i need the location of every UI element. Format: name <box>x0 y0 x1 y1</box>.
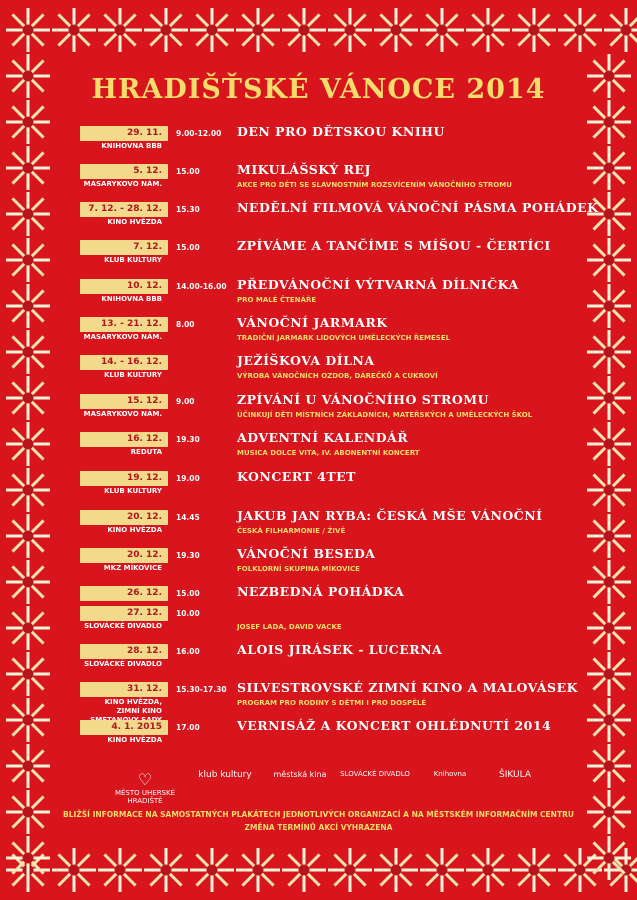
straw-star-ornament <box>587 698 631 742</box>
straw-star-ornament <box>587 146 631 190</box>
straw-star-ornament <box>587 468 631 512</box>
event-date: 26. 12. <box>80 586 168 601</box>
event-time: 15.00 <box>176 243 200 252</box>
straw-star-ornament <box>144 848 188 892</box>
straw-star-ornament <box>420 8 464 52</box>
straw-star-ornament <box>52 8 96 52</box>
straw-star-ornament <box>374 8 418 52</box>
event-subtitle: ČESKÁ FILHARMONIE / ŽIVĚ <box>237 527 346 535</box>
straw-star-ornament <box>6 560 50 604</box>
straw-star-ornament <box>587 284 631 328</box>
straw-star-ornament <box>6 514 50 558</box>
straw-star-ornament <box>52 848 96 892</box>
event-name: ADVENTNÍ KALENDÁŘ <box>237 430 409 445</box>
event-date: 4. 1. 2015 <box>80 720 168 735</box>
event-name: SILVESTROVSKÉ ZIMNÍ KINO A MALOVÁSEK <box>237 680 578 695</box>
event-time: 14.45 <box>176 513 200 522</box>
logo-slovacke-divadlo: SLOVÁCKÉ DIVADLO <box>340 770 410 778</box>
event-venue: SLOVÁCKÉ DIVADLO <box>84 660 162 668</box>
event-time: 9.00 <box>176 397 195 406</box>
event-row <box>80 394 580 430</box>
event-subtitle: AKCE PRO DĚTI SE SLAVNOSTNÍM ROZSVÍCENÍM VÁNOČNÍHO STROMU <box>237 181 512 189</box>
event-row <box>80 432 580 468</box>
event-date: 28. 12. <box>80 644 168 659</box>
event-time: 16.00 <box>176 647 200 656</box>
straw-star-ornament <box>6 376 50 420</box>
event-venue: KNIHOVNA BBB <box>101 142 162 150</box>
straw-star-ornament <box>6 652 50 696</box>
event-time: 9.00-12.00 <box>176 129 222 138</box>
straw-star-ornament <box>236 848 280 892</box>
event-subtitle: ÚČINKUJÍ DĚTI MÍSTNÍCH ZÁKLADNÍCH, MATEŘSKÝCH A UMĚLECKÝCH ŠKOL <box>237 411 533 419</box>
event-name: JEŽÍŠKOVA DÍLNA <box>237 353 375 368</box>
event-row <box>80 682 580 718</box>
event-row <box>80 548 580 584</box>
event-subtitle: JOSEF LADA, DAVID VACKE <box>237 623 342 631</box>
event-time: 15.00 <box>176 167 200 176</box>
straw-star-ornament <box>512 848 556 892</box>
event-venue: MASARYKOVO NÁM. <box>83 410 162 418</box>
event-subtitle: PRO MALÉ ČTENÁŘE <box>237 296 317 304</box>
straw-star-ornament <box>587 330 631 374</box>
event-venue: KINO HVĚZDA <box>107 736 162 744</box>
event-name: ZPÍVÁME A TANČÍME S MÍŠOU - ČERTÍCI <box>237 238 551 253</box>
logo-klub-kultury: klub kultury <box>198 770 252 780</box>
event-row <box>80 317 580 353</box>
straw-star-ornament <box>587 744 631 788</box>
straw-star-ornament <box>6 422 50 466</box>
event-venue: SLOVÁCKÉ DIVADLO <box>84 622 162 630</box>
event-time: 19.30 <box>176 435 200 444</box>
event-row <box>80 510 580 546</box>
event-row <box>80 200 599 238</box>
event-subtitle: PROGRAM PRO RODINY S DĚTMI I PRO DOSPĚLÉ <box>237 699 427 707</box>
event-name: ZPÍVÁNÍ U VÁNOČNÍHO STROMU <box>237 392 490 407</box>
event-name: KONCERT 4TET <box>237 469 356 484</box>
logo-city-text: MĚSTO UHERSKÉ HRADIŠTĚ <box>114 789 176 805</box>
straw-star-ornament <box>558 8 602 52</box>
straw-star-ornament <box>144 8 188 52</box>
straw-star-ornament <box>190 848 234 892</box>
event-time: 10.00 <box>176 609 200 618</box>
event-date: 5. 12. <box>80 164 168 179</box>
event-date: 10. 12. <box>80 279 168 294</box>
event-venue: KNIHOVNA BBB <box>101 295 162 303</box>
event-venue: MKZ MÍKOVICE <box>103 564 162 572</box>
event-row <box>80 126 580 162</box>
event-date: 19. 12. <box>80 471 168 486</box>
event-row <box>80 720 580 756</box>
event-row <box>80 164 580 200</box>
event-name: MIKULÁŠSKÝ REJ <box>237 162 371 177</box>
straw-star-ornament <box>374 848 418 892</box>
straw-star-ornament <box>282 848 326 892</box>
event-name: DEN PRO DĚTSKOU KNIHU <box>237 124 445 139</box>
event-time: 15.30-17.30 <box>176 685 227 694</box>
straw-star-ornament <box>466 8 510 52</box>
event-name: VÁNOČNÍ JARMARK <box>237 315 388 330</box>
event-time: 17.00 <box>176 723 200 732</box>
straw-star-ornament <box>98 8 142 52</box>
straw-star-ornament <box>6 8 50 52</box>
straw-star-ornament <box>6 330 50 374</box>
poster-title: HRADIŠŤSKÉ VÁNOCE 2014 <box>91 74 546 105</box>
straw-star-ornament <box>587 560 631 604</box>
event-venue: MASARYKOVO NÁM. <box>83 333 162 341</box>
straw-star-ornament <box>328 8 372 52</box>
event-row <box>80 644 580 680</box>
event-time: 19.00 <box>176 474 200 483</box>
event-name: VERNISÁŽ A KONCERT OHLÉDNUTÍ 2014 <box>237 718 552 733</box>
event-row <box>80 355 580 391</box>
event-date: 20. 12. <box>80 510 168 525</box>
footer-note: ZMĚNA TERMÍNŮ AKCÍ VYHRAZENA <box>244 823 393 832</box>
logo-city: ♡ MĚSTO UHERSKÉ HRADIŠTĚ <box>110 770 180 805</box>
straw-star-ornament <box>282 8 326 52</box>
straw-star-ornament <box>236 8 280 52</box>
event-time: 15.30 <box>176 205 200 214</box>
event-name: NEZBEDNÁ POHÁDKA <box>237 584 405 599</box>
event-venue: KINO HVĚZDA <box>107 218 162 226</box>
event-subtitle: TRADIČNÍ JARMARK LIDOVÝCH UMĚLECKÝCH ŘEMESEL <box>237 334 451 342</box>
event-date: 13. - 21. 12. <box>80 317 168 332</box>
straw-star-ornament <box>6 606 50 650</box>
event-row <box>80 279 580 315</box>
logo-mestska-kina: městská kina <box>273 770 327 779</box>
straw-star-ornament <box>6 744 50 788</box>
event-venue: KLUB KULTURY <box>104 487 162 495</box>
event-subtitle: VÝROBA VÁNOČNÍCH OZDOB, DÁREČKŮ A CUKROVÍ <box>237 372 438 380</box>
event-name: ALOIS JIRÁSEK - LUCERNA <box>237 642 443 657</box>
event-date: 31. 12. <box>80 682 168 697</box>
event-venue: KLUB KULTURY <box>104 371 162 379</box>
event-venue: KLUB KULTURY <box>104 256 162 264</box>
straw-star-ornament <box>6 284 50 328</box>
straw-star-ornament <box>6 192 50 236</box>
straw-star-ornament <box>6 238 50 282</box>
event-subtitle: MUSICA DOLCE VITA, IV. ABONENTNÍ KONCERT <box>237 449 420 457</box>
event-time: 14.00-16.00 <box>176 282 227 291</box>
event-date: 14. - 16. 12. <box>80 355 168 370</box>
event-name: JAKUB JAN RYBA: ČESKÁ MŠE VÁNOČNÍ <box>237 508 543 523</box>
event-time: 8.00 <box>176 320 195 329</box>
straw-star-ornament <box>6 146 50 190</box>
straw-star-ornament <box>587 652 631 696</box>
straw-star-ornament <box>604 8 637 52</box>
straw-star-ornament <box>6 100 50 144</box>
event-venue: REDUTA <box>130 448 162 456</box>
event-row <box>80 240 580 276</box>
straw-star-ornament <box>587 836 631 880</box>
straw-star-ornament <box>6 468 50 512</box>
event-time: 15.00 <box>176 589 200 598</box>
event-name: VÁNOČNÍ BESEDA <box>237 546 376 561</box>
logo-knihovna: Knihovna <box>433 770 467 778</box>
event-date: 15. 12. <box>80 394 168 409</box>
event-time: 19.30 <box>176 551 200 560</box>
straw-star-ornament <box>466 848 510 892</box>
footer-info: BLIŽŠÍ INFORMACE NA SAMOSTATNÝCH PLAKÁTECH JEDNOTLIVÝCH ORGANIZACÍ A NA MĚSTSKÉM INFORMAČNÍM CENTRU <box>63 810 574 819</box>
straw-star-ornament <box>328 848 372 892</box>
event-venue: KINO HVĚZDA, ZIMNÍ KINO <box>104 698 162 715</box>
straw-star-ornament <box>98 848 142 892</box>
event-name: NEDĚLNÍ FILMOVÁ VÁNOČNÍ PÁSMA POHÁDEK <box>237 200 599 215</box>
logo-sikula: ŠIKULA <box>499 770 531 780</box>
straw-star-ornament <box>190 8 234 52</box>
straw-star-ornament <box>587 376 631 420</box>
straw-star-ornament <box>512 8 556 52</box>
straw-star-ornament <box>587 514 631 558</box>
event-venue: MASARYKOVO NÁM. <box>83 180 162 188</box>
event-venue: KINO HVĚZDA <box>107 526 162 534</box>
straw-star-ornament <box>420 848 464 892</box>
event-subtitle: FOLKLORNÍ SKUPINA MÍKOVICE <box>237 565 360 573</box>
event-date: 20. 12. <box>80 548 168 563</box>
event-date: 7. 12. - 28. 12. <box>80 202 168 217</box>
straw-star-ornament <box>6 836 50 880</box>
event-date: 16. 12. <box>80 432 168 447</box>
event-date: 7. 12. <box>80 240 168 255</box>
sponsor-logos <box>110 770 540 805</box>
event-date: 27. 12. <box>80 606 168 621</box>
straw-star-ornament <box>587 422 631 466</box>
straw-star-ornament <box>587 238 631 282</box>
straw-star-ornament <box>6 698 50 742</box>
straw-star-ornament <box>587 100 631 144</box>
event-name: PŘEDVÁNOČNÍ VÝTVARNÁ DÍLNIČKA <box>237 277 519 292</box>
event-row <box>80 606 580 642</box>
event-date: 29. 11. <box>80 126 168 141</box>
straw-star-ornament <box>587 606 631 650</box>
event-row <box>80 471 580 507</box>
